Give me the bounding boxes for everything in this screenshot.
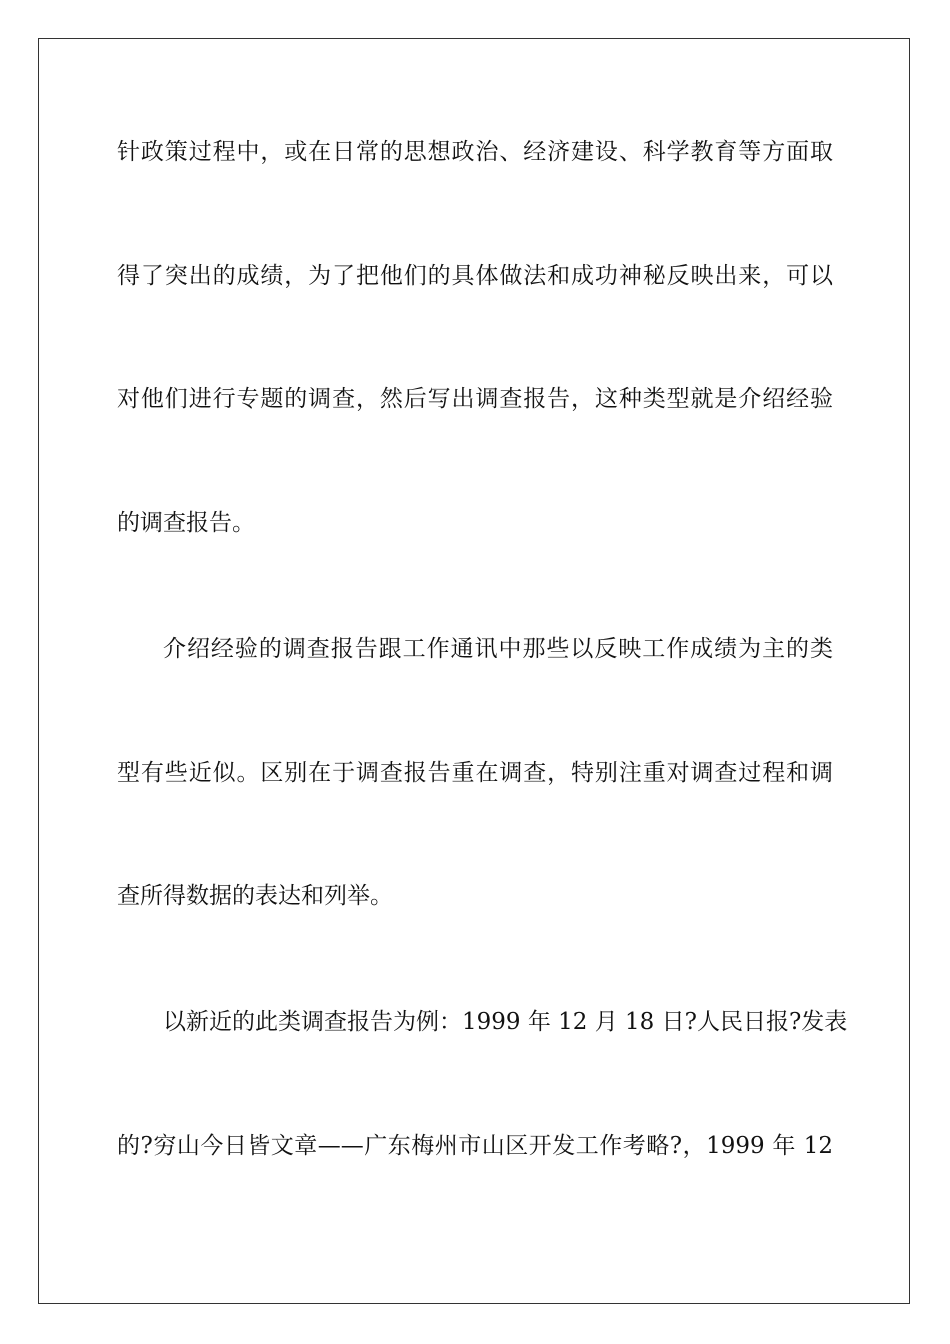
text-line: 介绍经验的调查报告跟工作通讯中那些以反映工作成绩为主的类 — [163, 636, 833, 662]
text-line: 对他们进行专题的调查，然后写出调查报告，这种类型就是介绍经验 — [117, 386, 833, 412]
text-line: 型有些近似。区别在于调查报告重在调查，特别注重对调查过程和调 — [117, 760, 833, 786]
text-line: 针政策过程中，或在日常的思想政治、经济建设、科学教育等方面取 — [117, 139, 833, 165]
text-line: 以新近的此类调查报告为例：1999 年 12 月 18 日?人民日报?发表 — [163, 1009, 848, 1035]
text-line: 得了突出的成绩，为了把他们的具体做法和成功神秘反映出来，可以 — [117, 263, 833, 289]
text-line: 查所得数据的表达和列举。 — [117, 883, 393, 909]
page-border — [38, 38, 910, 1304]
text-line: 的?穷山今日皆文章——广东梅州市山区开发工作考略?，1999 年 12 — [117, 1133, 833, 1159]
text-line: 的调查报告。 — [117, 510, 255, 536]
